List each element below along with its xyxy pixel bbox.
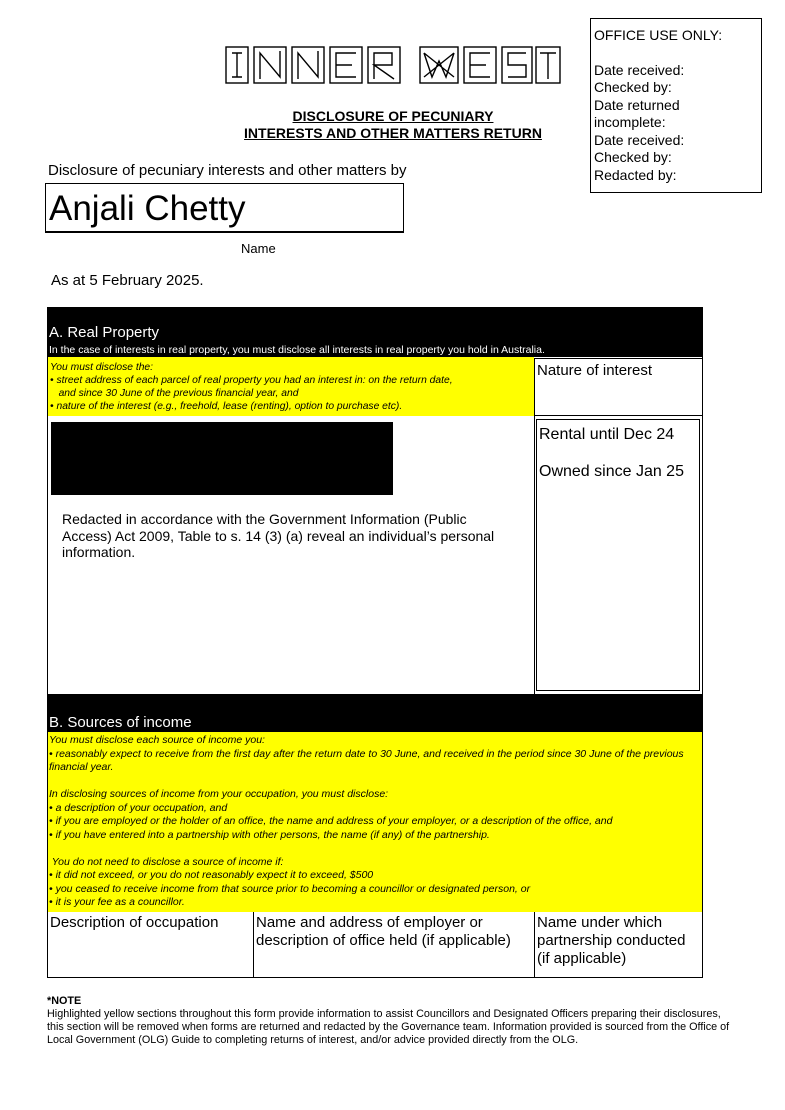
form-title xyxy=(200,108,586,142)
name-field[interactable]: Anjali Chetty xyxy=(45,183,404,233)
office-line: Checked by: xyxy=(594,79,672,95)
note-title: *NOTE xyxy=(47,995,82,1007)
section-a-title: A. Real Property xyxy=(49,324,160,341)
section-a-guidance xyxy=(48,357,534,416)
guidance-item: • if you have entered into a partnership with other persons, the name (if any) of the partnership. xyxy=(49,828,490,841)
redaction-block xyxy=(51,422,393,495)
form-title-line1: DISCLOSURE OF PECUNIARY xyxy=(292,108,494,124)
office-line: Date received: xyxy=(594,131,685,148)
name-label: Name xyxy=(241,241,276,256)
guidance-item: • you ceased to receive income from that source prior to becoming a councillor or designated person, or xyxy=(49,882,531,895)
guidance-item: • it is your fee as a councillor. xyxy=(49,896,185,908)
section-a-header xyxy=(47,307,703,357)
guidance-item: • nature of the interest (e.g., freehold, lease (renting), option to purchase etc). xyxy=(50,401,403,412)
office-line: incomplete: xyxy=(594,114,666,130)
nature-of-interest-field[interactable] xyxy=(536,419,700,691)
guidance-heading: You do not need to disclose a source of income if: xyxy=(49,855,284,868)
redaction-note: Redacted in accordance with the Government Information (Public Access) Act 2009, Table to s. 14 (3) (a) reveal an individual’s personal information. xyxy=(62,511,495,560)
guidance-item: • if you are employed or the holder of an office, the name and address of your employer, or a description of the office, and xyxy=(49,815,613,827)
guidance-heading: You must disclose the: xyxy=(50,362,154,373)
guidance-item: and since 30 June of the previous financial year, and xyxy=(50,388,299,399)
inner-west-logo xyxy=(224,32,562,85)
table-border-left xyxy=(47,307,48,978)
col-description-of-occupation: Description of occupation xyxy=(48,912,254,977)
col-employer-name-address: Name and address of employer or description of office held (if applicable) xyxy=(254,912,535,977)
nature-value: Owned since Jan 25 xyxy=(539,463,684,480)
office-line: Checked by: xyxy=(594,149,672,165)
form-title-line2: INTERESTS AND OTHER MATTERS RETURN xyxy=(244,125,542,141)
nature-value: Rental until Dec 24 xyxy=(539,426,675,443)
section-a-subtitle: In the case of interests in real property, you must disclose all interests in real property you hold in Australia. xyxy=(49,344,545,356)
income-table-header xyxy=(47,912,703,978)
guidance-item: • a description of your occupation, and xyxy=(49,801,228,814)
guidance-heading: You must disclose each source of income you: xyxy=(49,734,265,746)
intro-text: Disclosure of pecuniary interests and other matters by xyxy=(48,162,407,179)
office-use-box xyxy=(590,18,762,193)
table-border-right xyxy=(702,307,703,978)
office-line: Date received: xyxy=(594,61,685,78)
guidance-heading: In disclosing sources of income from your occupation, you must disclose: xyxy=(49,788,389,800)
col-partnership-name: Name under which partnership conducted (if applicable) xyxy=(537,914,686,967)
nature-of-interest-header: Nature of interest xyxy=(534,358,703,416)
section-b-header xyxy=(47,694,703,732)
footnote xyxy=(47,995,737,1047)
as-at-date: As at 5 February 2025. xyxy=(51,272,204,289)
note-text: Highlighted yellow sections throughout this form provide information to assist Councillors and Designated Officers preparing their disclosures, this section will be removed when forms are returned and redacted by the Governance team. Information provided is sourced from the Office of Local Government (OLG) Guide to completing returns of interest, and/or advice provided directly from the OLG. xyxy=(47,1008,730,1046)
guidance-item: • reasonably expect to receive from the first day after the return date to 30 June, and received in the period since 30 June of the previous financial year. xyxy=(49,747,684,773)
office-use-heading: OFFICE USE ONLY: xyxy=(594,27,723,43)
office-line: Date returned xyxy=(594,96,680,113)
guidance-item: • street address of each parcel of real property you had an interest in: on the return date, xyxy=(50,375,453,386)
section-b-guidance xyxy=(47,732,703,912)
office-line: Redacted by: xyxy=(594,166,677,183)
section-b-title: B. Sources of income xyxy=(49,714,192,731)
svg-text:INNER WEST: INNER WEST xyxy=(224,32,325,49)
guidance-item: • it did not exceed, or you do not reasonably expect it to exceed, $500 xyxy=(49,869,374,881)
